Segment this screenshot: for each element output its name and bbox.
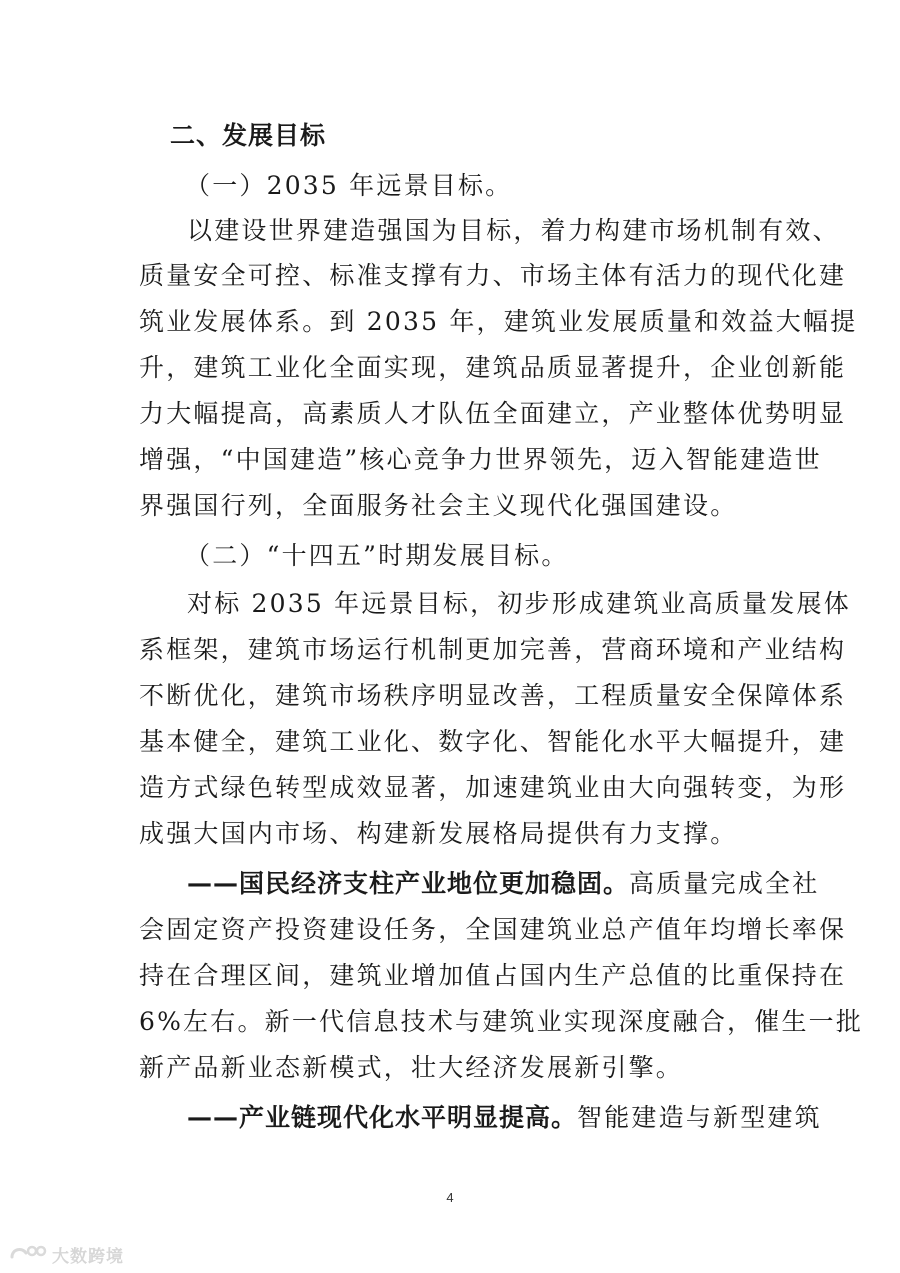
subsection-title-14th-fyp: （二）“十四五”时期发展目标。 (185, 541, 569, 570)
paragraph-line: 会固定资产投资建设任务，全国建筑业总产值年均增长率保 (139, 915, 847, 944)
paragraph-line-with-lead (187, 868, 900, 900)
paragraph-line: 新产品新业态新模式，壮大经济发展新引擎。 (139, 1053, 684, 1082)
paragraph-line: 升，建筑工业化全面实现，建筑品质显著提升，企业创新能 (139, 353, 847, 382)
paragraph-line-rest: 智能建造与新型建筑 (577, 1103, 822, 1132)
paragraph-line: 界强国行列，全面服务社会主义现代化强国建设。 (139, 491, 738, 520)
bold-lead-pillar-industry: ——国民经济支柱产业地位更加稳固。 (187, 869, 630, 898)
paragraph-line: 力大幅提高，高素质人才队伍全面建立，产业整体优势明显 (139, 399, 847, 428)
paragraph-line: 增强，“中国建造”核心竞争力世界领先，迈入智能建造世 (139, 445, 822, 474)
section-heading: 二、发展目标 (170, 121, 327, 150)
paragraph-line: 系框架，建筑市场运行机制更加完善，营商环境和产业结构 (139, 635, 847, 664)
paragraph-line: 质量安全可控、标准支撑有力、市场主体有活力的现代化建 (139, 261, 847, 290)
paragraph-line-with-lead (187, 1102, 900, 1134)
paragraph-line: 基本健全，建筑工业化、数字化、智能化水平大幅提升，建 (139, 727, 847, 756)
watermark (8, 1242, 124, 1266)
paragraph-line: 对标 2035 年远景目标，初步形成建筑业高质量发展体 (187, 589, 851, 618)
watermark-text: 大数跨境 (52, 1246, 124, 1267)
paragraph-line: 以建设世界建造强国为目标，着力构建市场机制有效、 (187, 216, 840, 245)
paragraph-line: 筑业发展体系。到 2035 年，建筑业发展质量和效益大幅提 (139, 307, 858, 336)
paragraph-line: 成强大国内市场、构建新发展格局提供有力支撑。 (139, 819, 738, 848)
paragraph-line: 不断优化，建筑市场秩序明显改善，工程质量安全保障体系 (139, 681, 847, 710)
paragraph-line: 造方式绿色转型成效显著，加速建筑业由大向强转变，为形 (139, 773, 847, 802)
paragraph-line: 6%左右。新一代信息技术与建筑业实现深度融合，催生一批 (139, 1007, 864, 1036)
bold-lead-industrial-chain: ——产业链现代化水平明显提高。 (187, 1103, 578, 1132)
subsection-title-2035: （一）2035 年远景目标。 (185, 171, 513, 200)
page-number: 4 (446, 1190, 454, 1205)
paragraph-line: 持在合理区间，建筑业增加值占国内生产总值的比重保持在 (139, 961, 847, 990)
watermark-logo-icon (8, 1243, 48, 1265)
paragraph-line-rest: 高质量完成全社 (629, 869, 820, 898)
